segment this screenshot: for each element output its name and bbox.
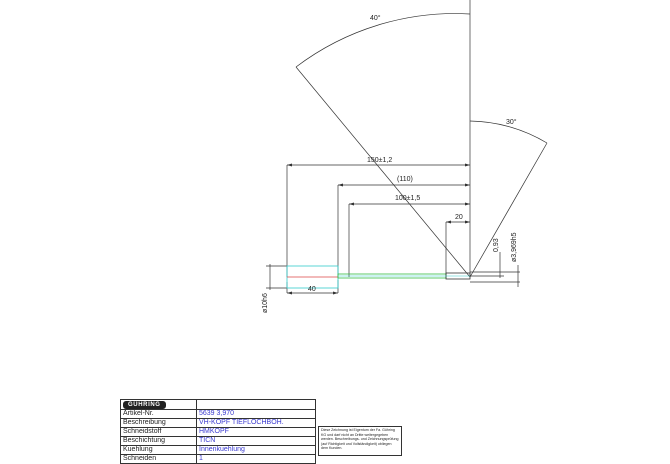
table-row xyxy=(121,419,316,428)
row-value: 5639 3,970 xyxy=(197,410,316,419)
row-value: HMKOPF xyxy=(197,428,316,437)
tip-dia-label: 0,93 xyxy=(493,238,500,252)
row-label: Schneiden xyxy=(121,455,197,464)
row-label: Schneidstoff xyxy=(121,428,197,437)
row-value: TICN xyxy=(197,437,316,446)
angle-40-label: 40° xyxy=(370,15,381,22)
head-dia-label: ø3,969h5 xyxy=(511,232,518,262)
row-label: Beschreibung xyxy=(121,419,197,428)
row-label: Beschichtung xyxy=(121,437,197,446)
angle-30-leg xyxy=(470,143,547,277)
logo-cell xyxy=(121,400,197,410)
dim-20-label: 20 xyxy=(455,214,463,221)
row-value: 1 xyxy=(197,455,316,464)
ownership-notice: Diese Zeichnung ist Eigentum der Fa. Gühring KG und darf nicht an Dritte weitergegeben werden. Beschreibungs- und Zeichnungsprüfung (auf Richtigkeit und Vollständigkeit) obliegen dem Kunden. xyxy=(318,426,402,456)
row-value: VH-KOPF TIEFLOCHBOH. xyxy=(197,419,316,428)
angle-40-arc xyxy=(296,14,470,67)
dim-40-label: 40 xyxy=(308,286,316,293)
row-label: Kuehlung xyxy=(121,446,197,455)
company-logo: GÜHRING xyxy=(123,401,166,409)
title-block xyxy=(120,399,316,464)
dim-100-label: 100±1,5 xyxy=(395,195,421,202)
table-row xyxy=(121,437,316,446)
angle-40-leg xyxy=(296,67,470,277)
shank-dia-label: ø10h6 xyxy=(262,293,269,313)
dim-150-label: 150±1,2 xyxy=(367,157,393,164)
table-row xyxy=(121,428,316,437)
table-row xyxy=(121,446,316,455)
table-row xyxy=(121,455,316,464)
logo-spacer xyxy=(197,400,316,410)
row-value: Innenkuehlung xyxy=(197,446,316,455)
row-label: Artikel-Nr. xyxy=(121,410,197,419)
angle-30-label: 30° xyxy=(506,119,517,126)
table-row xyxy=(121,410,316,419)
dim-110-label: (110) xyxy=(397,176,413,183)
